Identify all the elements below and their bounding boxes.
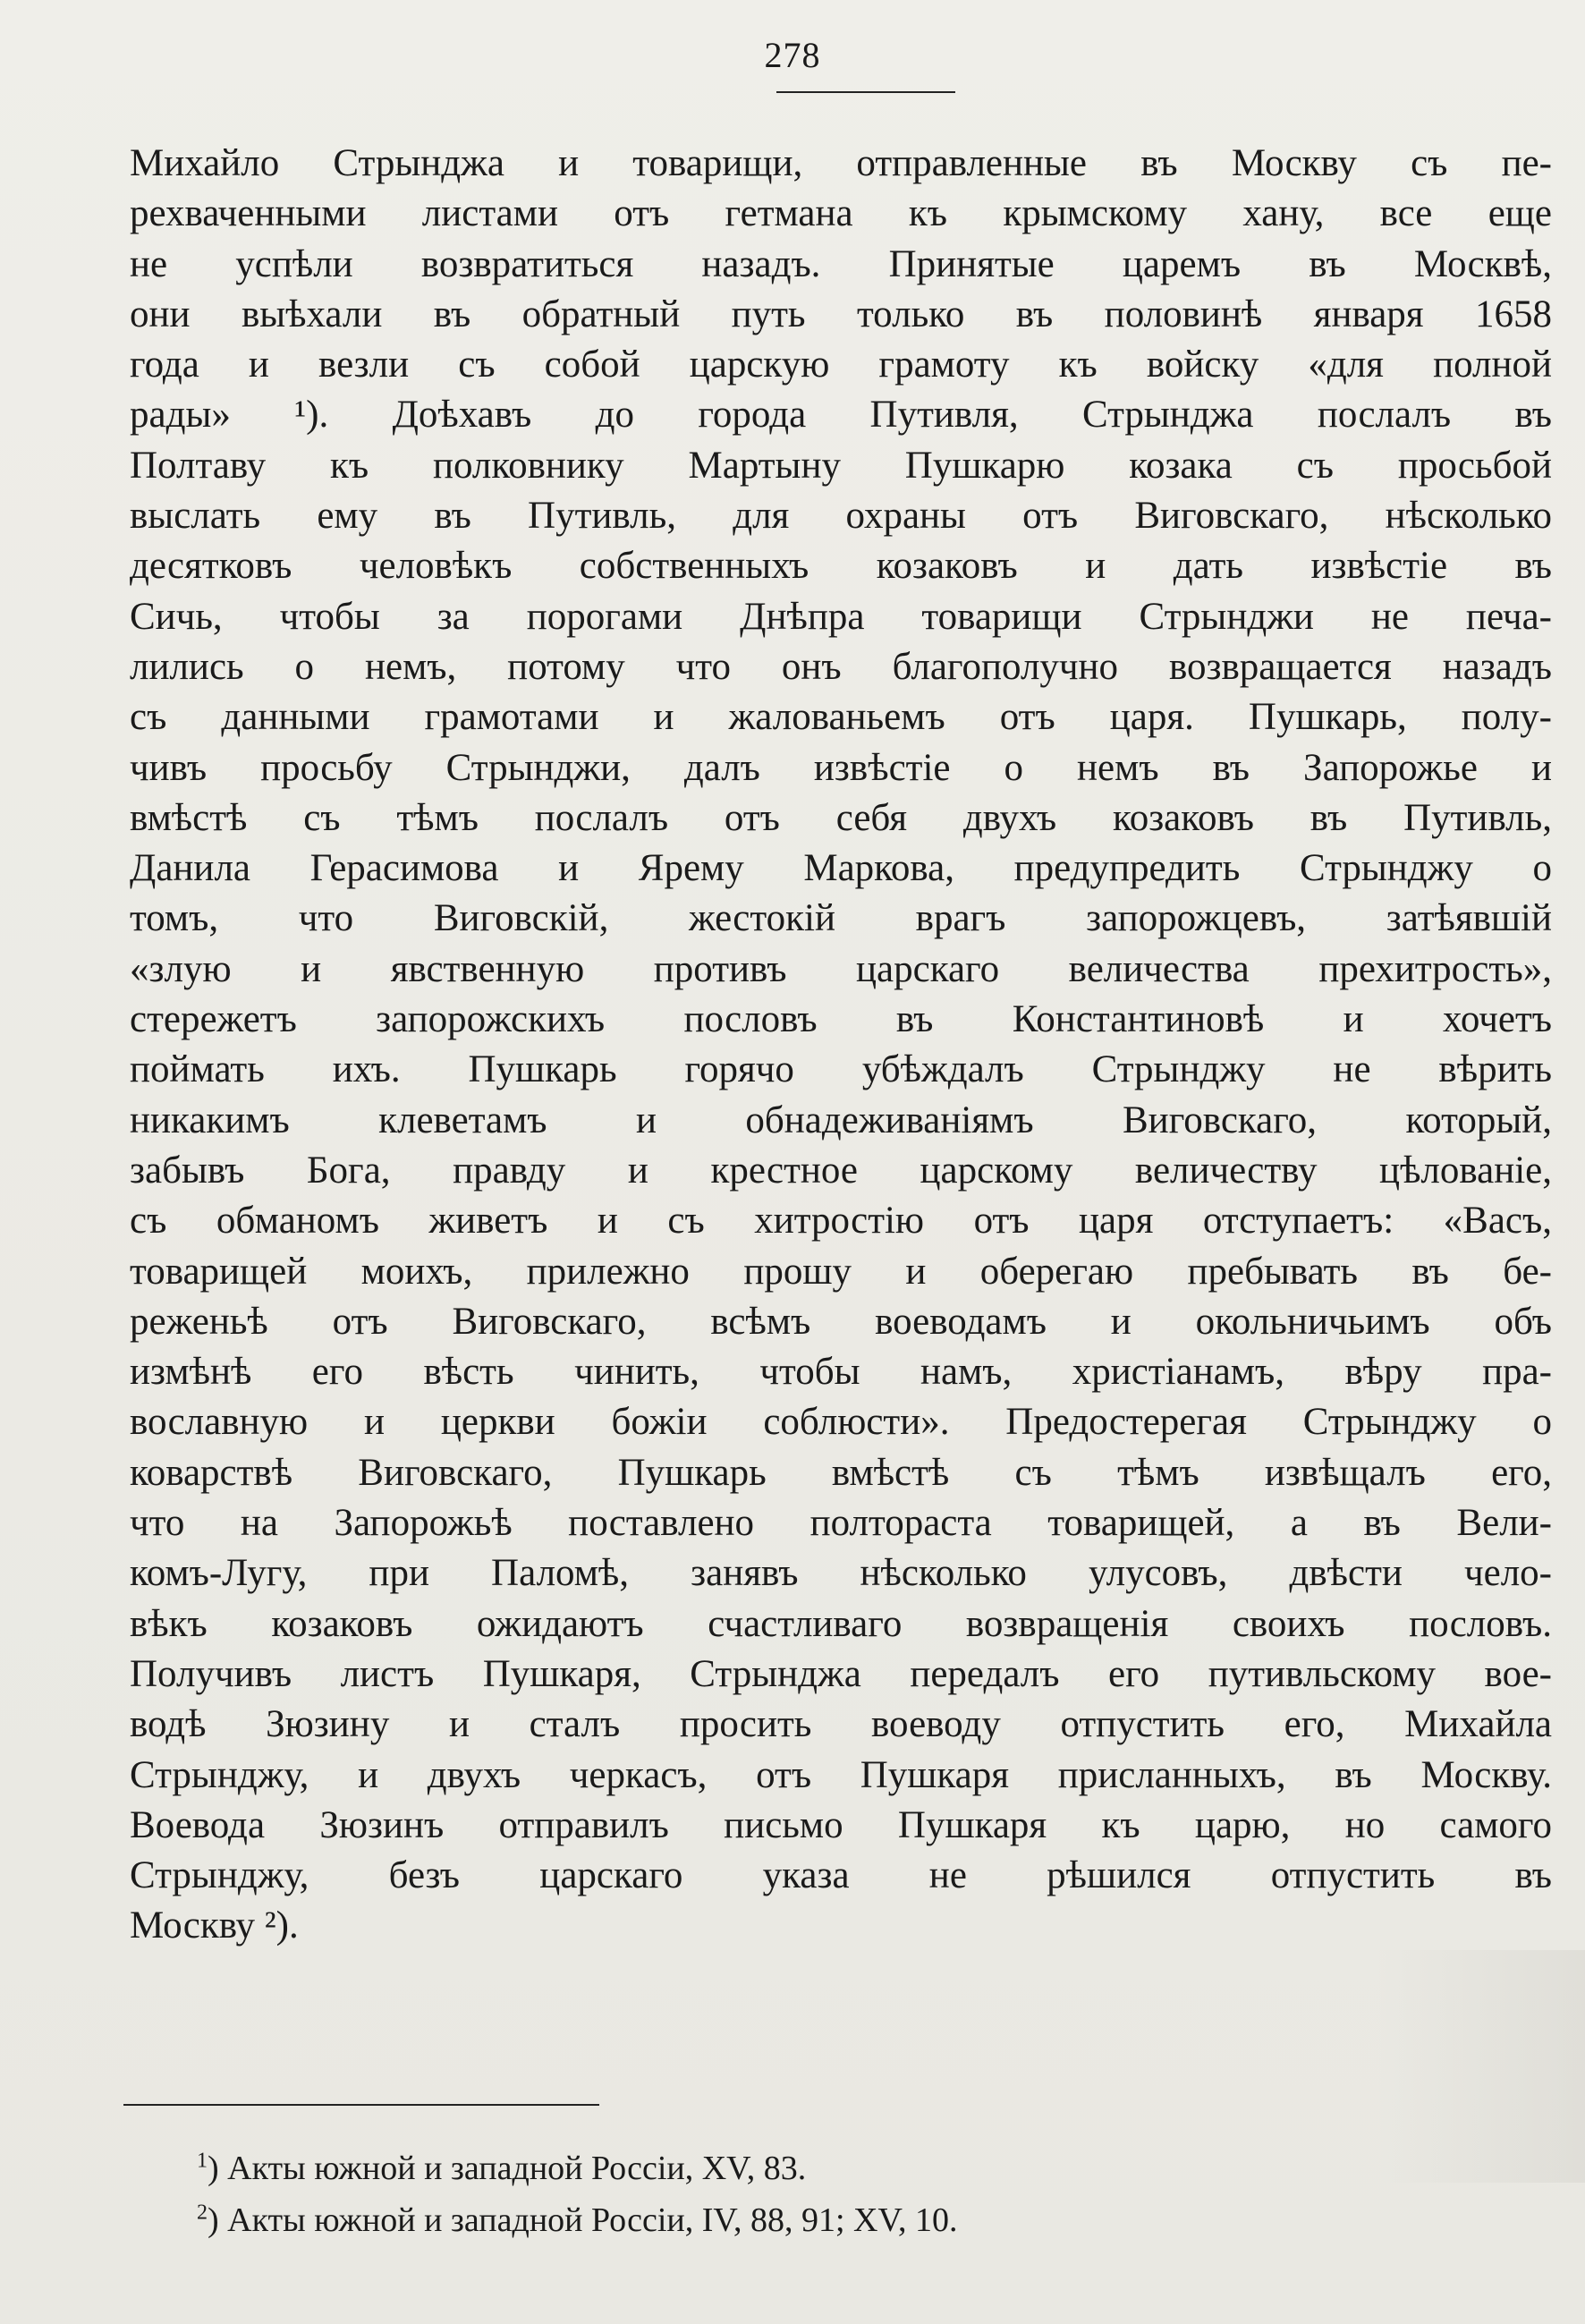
page-number: 278	[764, 35, 821, 75]
text-line: стережетъ запорожскихъ пословъ въ Константиновѣ и хочетъ	[130, 998, 1552, 1041]
text-line: они выѣхали въ обратный путь только въ половинѣ января 1658	[130, 293, 1552, 335]
text-line: лились о немъ, потому что онъ благополучно возвращается назадъ	[130, 645, 1552, 688]
page-number-underline	[776, 91, 955, 93]
footnote-text: ) Акты южной и западной Россіи, IV, 88, 91; XV, 10.	[208, 2201, 958, 2239]
text-line: измѣнѣ его вѣсть чинить, чтобы намъ, христіанамъ, вѣру пра-	[130, 1351, 1552, 1394]
text-line: «злую и явственную противъ царскаго величества прехитрость»,	[130, 947, 1552, 990]
text-line: года и везли съ собой царскую грамоту къ войску «для полной	[130, 344, 1552, 386]
text-line: рехваченными листами отъ гетмана къ крымскому хану, все еще	[130, 192, 1552, 235]
text-line: Данила Герасимова и Ярему Маркова, предупредить Стрынджу о	[130, 847, 1552, 890]
text-line: Москву ²).	[130, 1904, 299, 1947]
footnotes	[197, 2142, 1360, 2246]
footnote-mark: 2	[197, 2201, 208, 2225]
text-line: чивъ просьбу Стрынджи, далъ извѣстіе о немъ въ Запорожье и	[130, 746, 1552, 789]
text-line: коварствѣ Виговскаго, Пушкарь вмѣстѣ съ тѣмъ извѣщалъ его,	[130, 1451, 1552, 1494]
text-line: водѣ Зюзину и сталъ просить воеводу отпустить его, Михайла	[130, 1703, 1552, 1746]
text-line: никакимъ клеветамъ и обнадеживаніямъ Виговскаго, который,	[130, 1098, 1552, 1141]
text-line: выслать ему въ Путивль, для охраны отъ Виговскаго, нѣсколько	[130, 495, 1552, 538]
text-line: реженьѣ отъ Виговскаго, всѣмъ воеводамъ и окольничьимъ объ	[130, 1300, 1552, 1343]
text-line: томъ, что Виговскій, жестокій врагъ запорожцевъ, затѣявшій	[130, 897, 1552, 940]
body-text	[130, 139, 1552, 1952]
text-line: поймать ихъ. Пушкарь горячо убѣждалъ Стрынджу не вѣрить	[130, 1048, 1552, 1091]
footnote-separator	[123, 2104, 599, 2106]
text-line: не успѣли возвратиться назадъ. Принятые царемъ въ Москвѣ,	[130, 242, 1552, 285]
text-line: Воевода Зюзинъ отправилъ письмо Пушкаря къ царю, но самого	[130, 1803, 1552, 1846]
text-line: вославную и церкви божіи соблюсти». Предостерегая Стрынджу о	[130, 1401, 1552, 1444]
text-line: товарищей моихъ, прилежно прошу и оберегаю пребывать въ бе-	[130, 1250, 1552, 1293]
text-line: забывъ Бога, правду и крестное царскому величеству цѣлованіе,	[130, 1149, 1552, 1192]
text-line: рады» ¹). Доѣхавъ до города Путивля, Стрынджа послалъ въ	[130, 394, 1552, 437]
footnote-text: ) Акты южной и западной Россіи, XV, 83.	[208, 2150, 807, 2187]
footnote-mark: 1	[197, 2149, 208, 2173]
footnote	[197, 2194, 1360, 2246]
text-line: Стрынджу, и двухъ черкасъ, отъ Пушкаря присланныхъ, въ Москву.	[130, 1753, 1552, 1796]
text-line: Стрынджу, безъ царскаго указа не рѣшился отпустить въ	[130, 1854, 1552, 1897]
text-line: Полтаву къ полковнику Мартыну Пушкарю козака съ просьбой	[130, 444, 1552, 487]
text-line: вмѣстѣ съ тѣмъ послалъ отъ себя двухъ козаковъ въ Путивль,	[130, 796, 1552, 839]
text-line: комъ-Лугу, при Паломѣ, занявъ нѣсколько улусовъ, двѣсти чело-	[130, 1552, 1552, 1595]
page-bleed-through	[1377, 1950, 1585, 2183]
text-line: съ обманомъ живетъ и съ хитростію отъ царя отступаетъ: «Васъ,	[130, 1200, 1552, 1243]
text-line: вѣкъ козаковъ ожидаютъ счастливаго возвращенія своихъ пословъ.	[130, 1602, 1552, 1645]
text-line: Получивъ листъ Пушкаря, Стрынджа передалъ его путивльскому вое-	[130, 1652, 1552, 1695]
text-line: съ данными грамотами и жалованьемъ отъ царя. Пушкарь, полу-	[130, 696, 1552, 739]
text-line: Михайло Стрынджа и товарищи, отправленные въ Москву съ пе-	[130, 142, 1552, 184]
footnote	[197, 2142, 1360, 2194]
text-line: десятковъ человѣкъ собственныхъ козаковъ и дать извѣстіе въ	[130, 545, 1552, 588]
text-line: Сичь, чтобы за порогами Днѣпра товарищи Стрынджи не печа-	[130, 595, 1552, 638]
text-line: что на Запорожьѣ поставлено полтораста товарищей, а въ Вели-	[130, 1502, 1552, 1545]
